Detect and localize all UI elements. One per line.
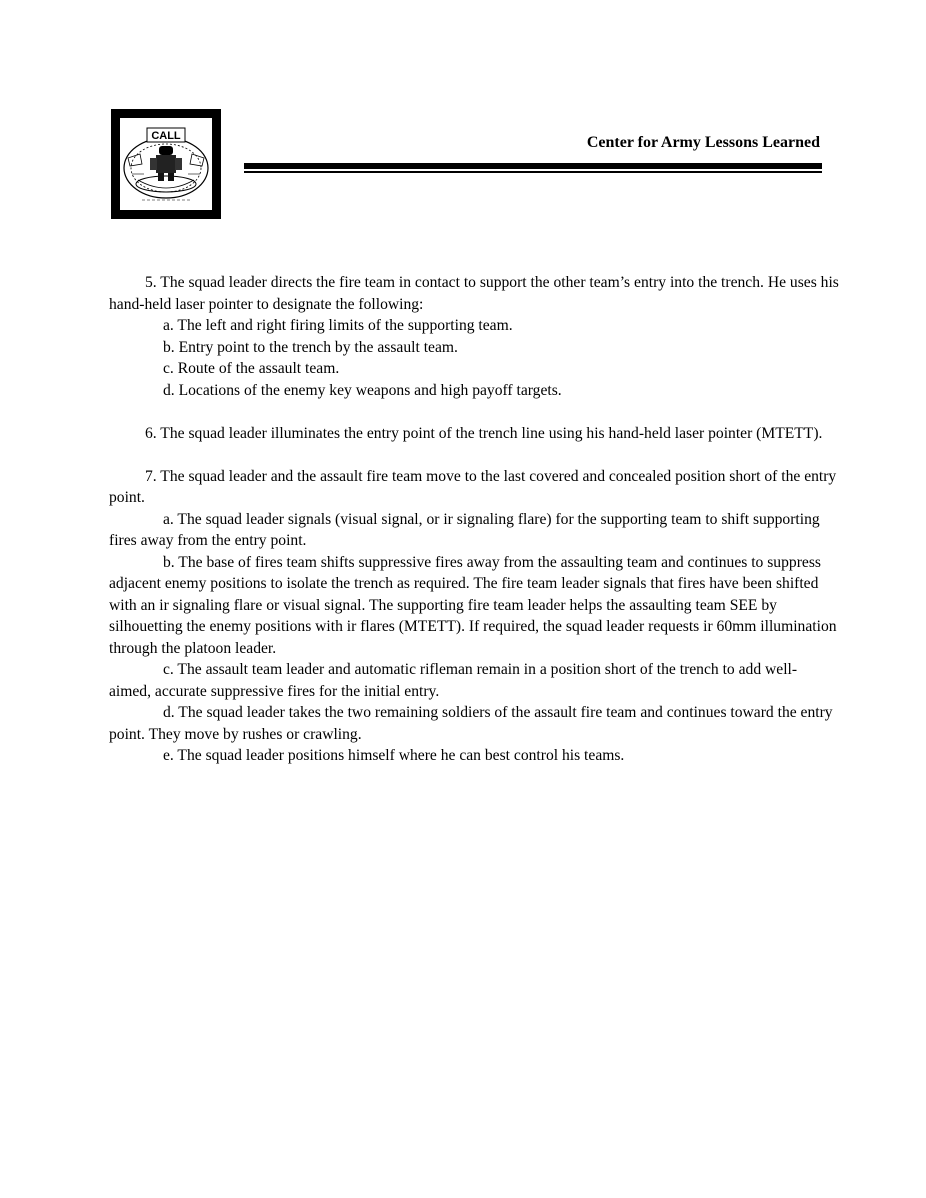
paragraph-7-item-a: a. The squad leader signals (visual signal, or ir signaling flare) for the supporting team to shift supporting fires away from the entry point. bbox=[109, 510, 820, 549]
document-body bbox=[109, 272, 839, 767]
paragraph-7-item-d: d. The squad leader takes the two remaining soldiers of the assault fire team and continues toward the entry point. They move by rushes or crawling. bbox=[109, 704, 833, 743]
paragraph-5-item-d: d. Locations of the enemy key weapons and high payoff targets. bbox=[163, 381, 562, 399]
header-rule-thick bbox=[244, 163, 822, 169]
paragraph-7-item-e: e. The squad leader positions himself where he can best control his teams. bbox=[163, 747, 625, 764]
paragraph-5-item-a: a. The left and right firing limits of the supporting team. bbox=[163, 317, 513, 334]
org-name: Center for Army Lessons Learned bbox=[586, 134, 820, 151]
call-logo bbox=[111, 109, 221, 219]
paragraph-5: 5. The squad leader directs the fire team in contact to support the other team’s entry into the trench. He uses his hand-held laser pointer to designate the following: bbox=[109, 274, 839, 313]
paragraph-5-item-b: b. Entry point to the trench by the assault team. bbox=[163, 338, 458, 356]
logo-text: CALL bbox=[151, 130, 181, 142]
paragraph-5-item-c: c. Route of the assault team. bbox=[163, 360, 340, 377]
spacer bbox=[109, 444, 839, 466]
spacer bbox=[109, 401, 839, 423]
paragraph-7: 7. The squad leader and the assault fire team move to the last covered and concealed position short of the entry point. bbox=[109, 467, 837, 506]
paragraph-6: 6. The squad leader illuminates the entry point of the trench line using his hand-held laser pointer (MTETT). bbox=[145, 424, 823, 442]
header-rule-thin bbox=[244, 171, 822, 173]
paragraph-7-item-b: b. The base of fires team shifts suppressive fires away from the assaulting team and continues to suppress adjacent enemy positions to isolate the trench as required. The fire team leader signals that fires have been shifted with an ir signaling flare or visual signal. The supporting fire team leader helps the assaulting team SEE by silhouetting the enemy positions with ir flares (MTETT). If required, the squad leader requests ir 60mm illumination through the platoon leader. bbox=[109, 553, 837, 657]
paragraph-7-item-c: c. The assault team leader and automatic rifleman remain in a position short of the trench to add well-aimed, accurate suppressive fires for the initial entry. bbox=[109, 661, 798, 700]
call-seal-icon bbox=[120, 118, 212, 210]
